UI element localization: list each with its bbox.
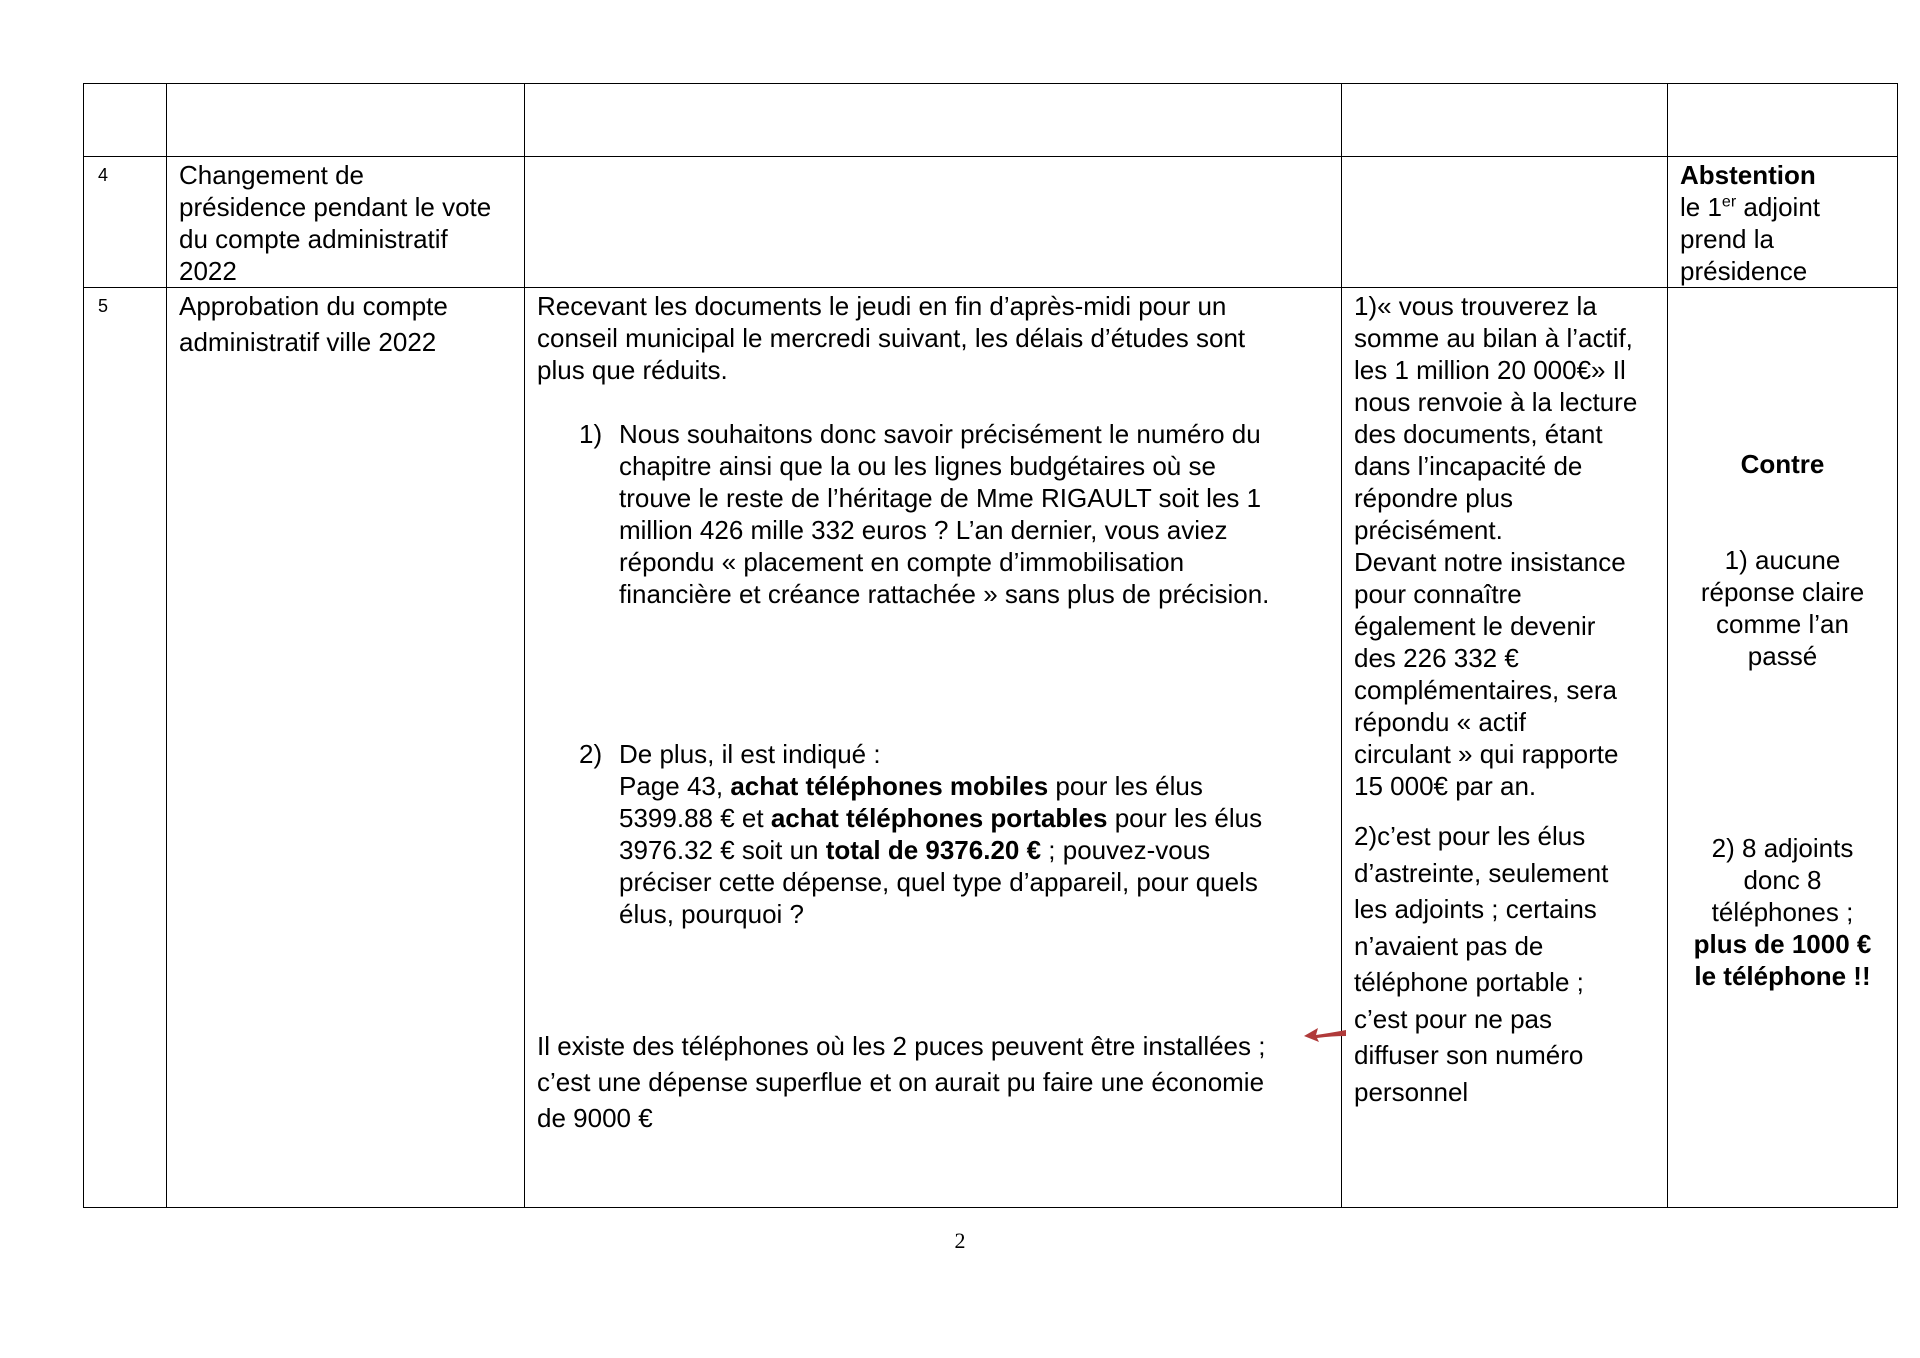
subject-line: Changement de — [179, 160, 365, 190]
row-subject — [167, 157, 525, 288]
cell-empty-4 — [1342, 84, 1668, 157]
council-minutes-table — [83, 83, 1898, 1208]
subject-line: du compte administratif — [179, 224, 448, 254]
row-remarks — [525, 288, 1342, 1208]
question-number: 2) — [579, 739, 603, 769]
row-subject — [167, 288, 525, 1208]
question-1: 1) Nous souhaitons donc savoir précisément le numéro du chapitre ainsi que la ou les lignes budgétaires où se trouve le reste de l’héritage de Mme RIGAULT soit les 1 million 426 mille 332 euros ? L’an dernier, vous aviez répondu « placement en compte d’immobilisation financière et créance rattachée » sans plus de précision. — [579, 419, 1270, 609]
red-arrow-icon — [1302, 1022, 1348, 1044]
vote-note-line: le 1er adjoint — [1680, 192, 1820, 222]
table-row-5 — [84, 288, 1898, 1208]
vote-point-2: 2) 8 adjoints donc 8 téléphones ; plus de 1000 € le téléphone !! — [1693, 833, 1872, 991]
subject-line: Approbation du compte — [179, 291, 448, 321]
intro-paragraph: Recevant les documents le jeudi en fin d’après-midi pour un conseil municipal le mercredi suivant, les délais d’études sont plus que réduits. — [537, 291, 1246, 385]
cell-empty-2 — [167, 84, 525, 157]
conclusion-paragraph: Il existe des téléphones où les 2 puces peuvent être installées ; c’est une dépense superflue et on aurait pu faire une économie de 9000 € — [537, 1031, 1266, 1133]
page-number: 2 — [954, 1228, 966, 1253]
cell-empty-3 — [525, 84, 1342, 157]
row-vote — [1668, 157, 1898, 288]
vote-note-line: prend la — [1680, 224, 1774, 254]
answer-1: 1)« vous trouverez la somme au bilan à l’actif, les 1 million 20 000€» Il nous renvoie à la lecture des documents, étant dans l’incapacité de répondre plus précisément. Devant notre insistance pour connaître également le devenir des 226 332 € complémentaires, sera répondu « actif circulant » qui rapporte 15 000€ par an. — [1354, 291, 1638, 801]
vote-point-1: 1) aucune réponse claire comme l’an passé — [1700, 545, 1865, 671]
subject-line: 2022 — [179, 256, 237, 286]
vote-note-line: présidence — [1680, 256, 1808, 286]
row-vote — [1668, 288, 1898, 1208]
answer-2: 2)c’est pour les élus d’astreinte, seulement les adjoints ; certains n’avaient pas de téléphone portable ; c’est pour ne pas diffuser son numéro personnel — [1354, 821, 1609, 1107]
vote-result: Contre — [1740, 449, 1825, 479]
row-answers — [1342, 288, 1668, 1208]
vote-result: Abstention — [1680, 160, 1816, 190]
cell-empty-1 — [84, 84, 167, 157]
subject-line: administratif ville 2022 — [179, 327, 437, 357]
question-number: 1) — [579, 419, 603, 449]
row-number: 4 — [84, 157, 167, 288]
question-2: 2) De plus, il est indiqué : Page 43, achat téléphones mobiles pour les élus 5399.88 € et achat téléphones portables pour les élus 3976.32 € soit un total de 9376.20 € ; pouvez-vous préciser cette dépense, quel type d’appareil, pour quels élus, pourquoi ? — [579, 739, 1263, 929]
table-row-empty — [84, 84, 1898, 157]
cell-empty-5 — [1668, 84, 1898, 157]
row-remarks — [525, 157, 1342, 288]
row-number: 5 — [84, 288, 167, 1208]
table-row-4 — [84, 157, 1898, 288]
row-answers — [1342, 157, 1668, 288]
subject-line: présidence pendant le vote — [179, 192, 492, 222]
